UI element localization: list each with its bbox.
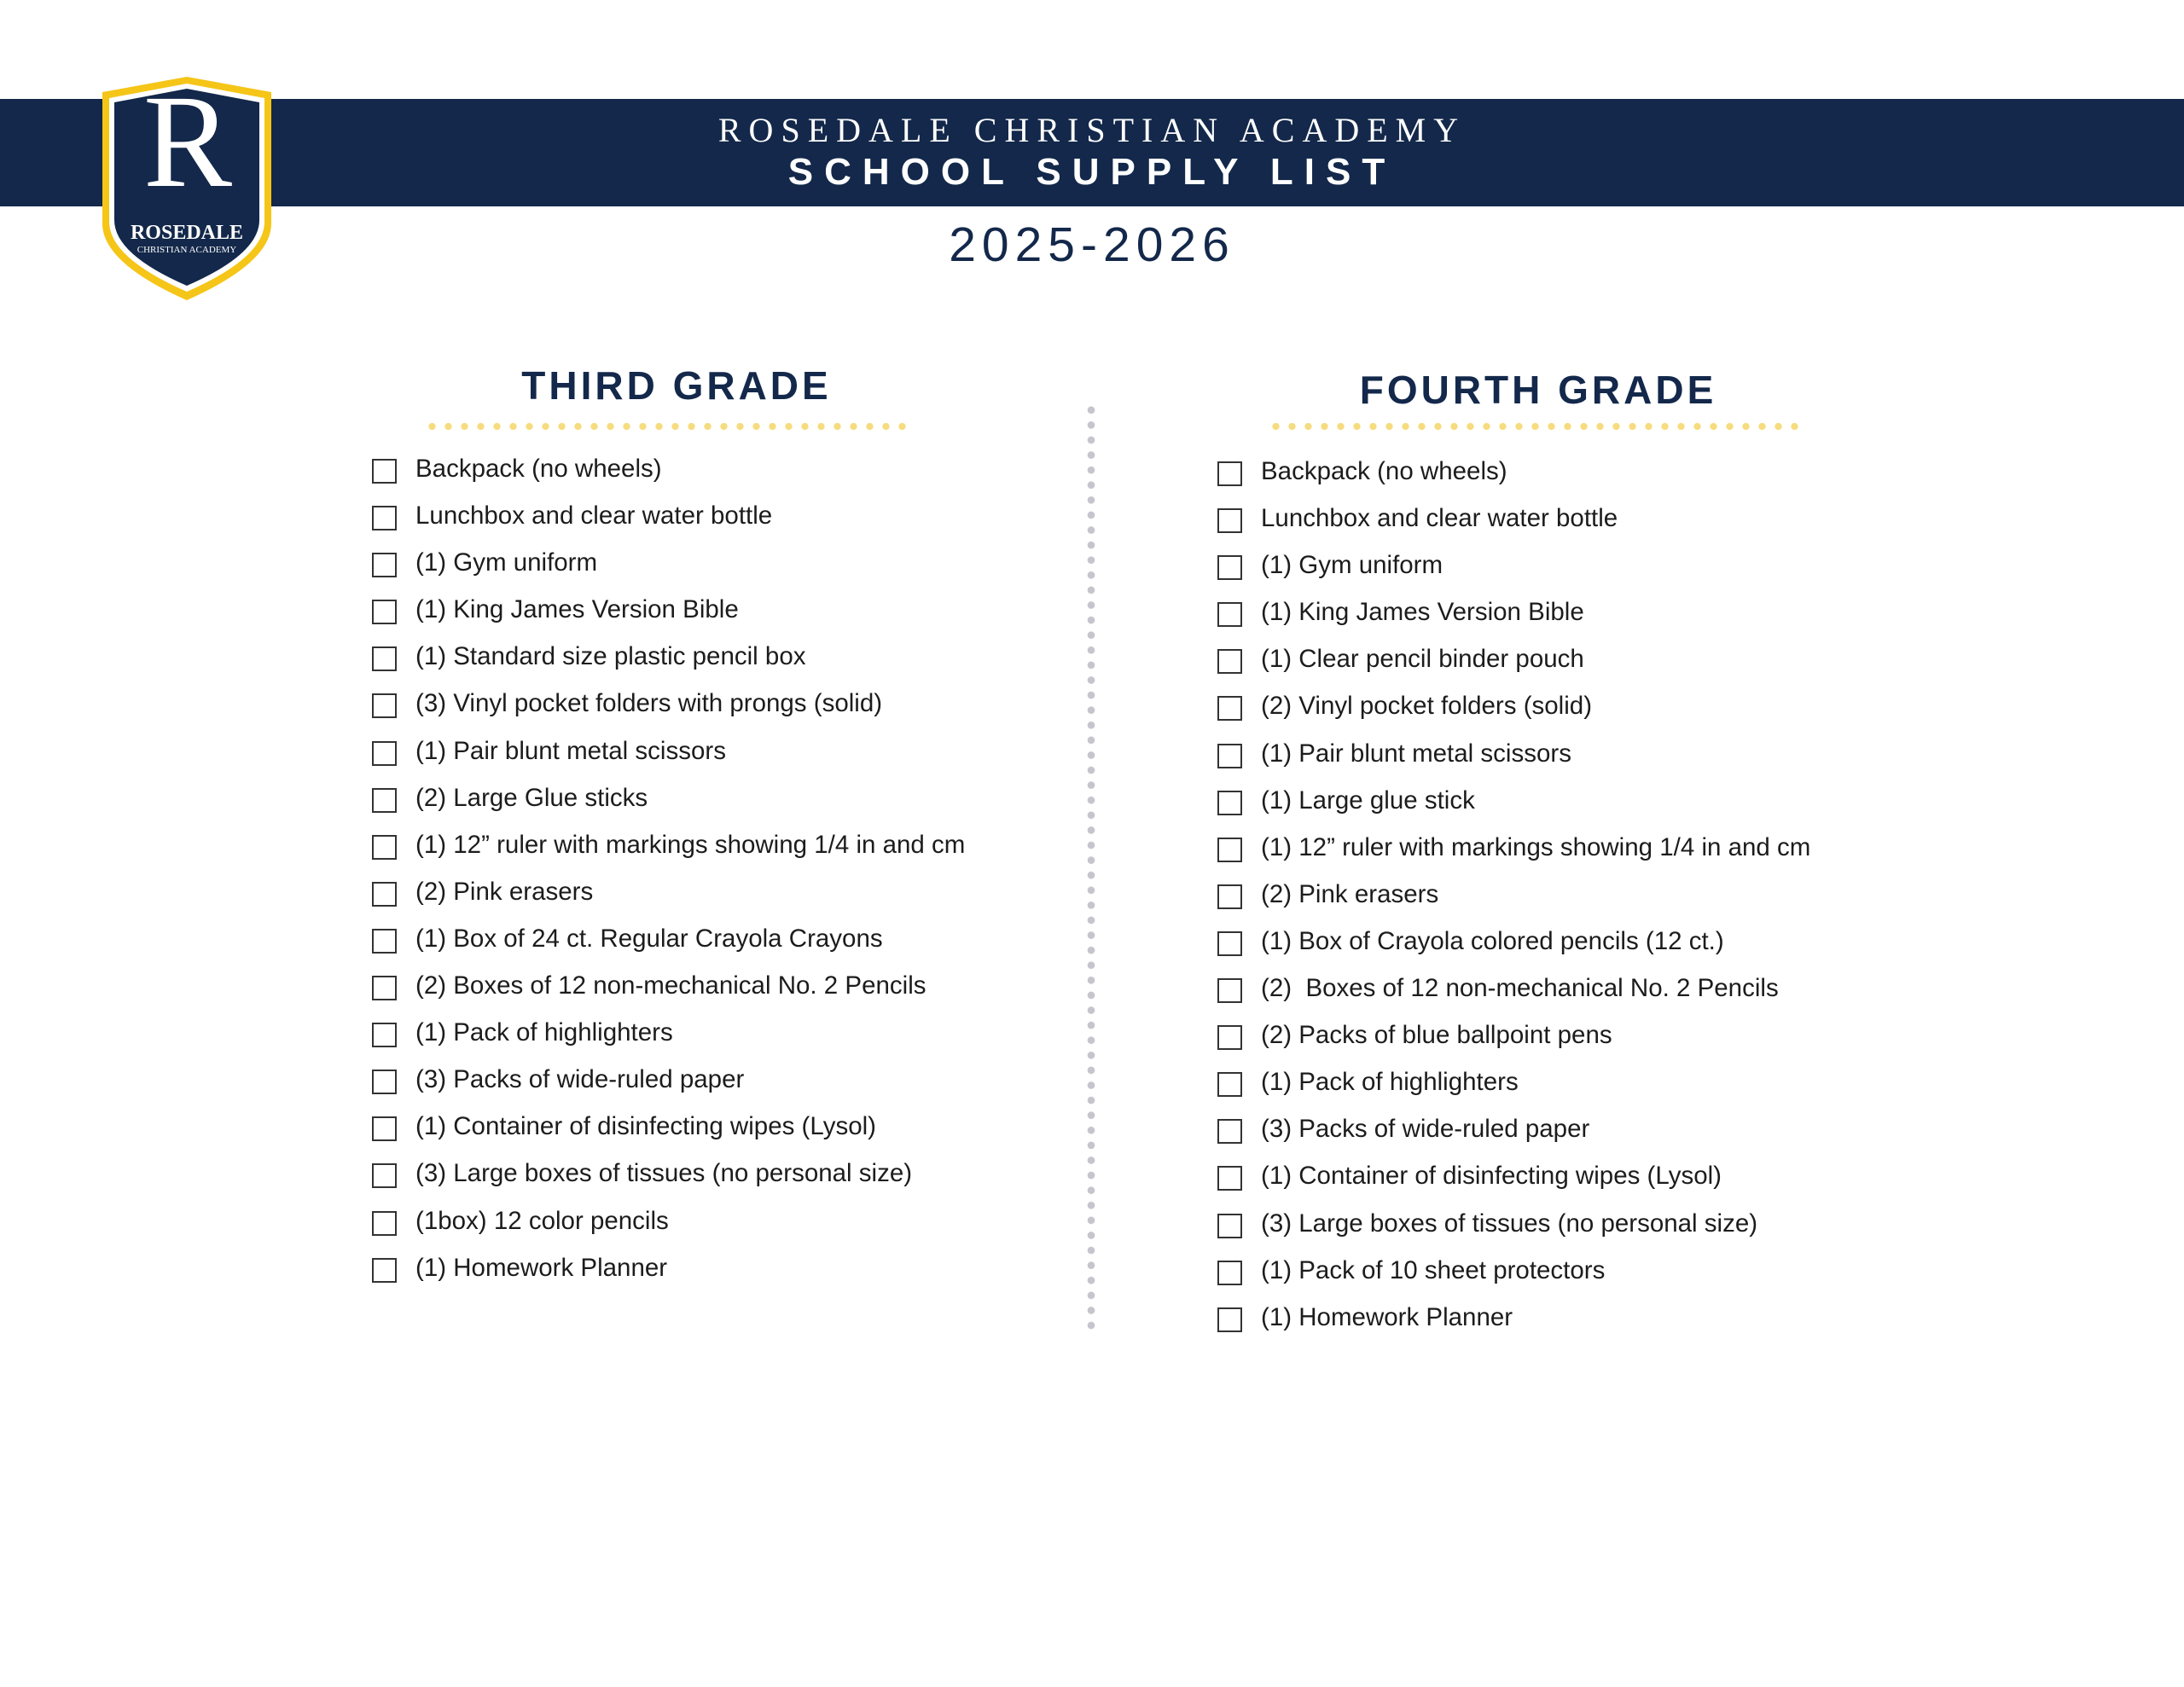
item-label: (1) Pack of highlighters: [1261, 1068, 1519, 1097]
item-label: (2) Pink erasers: [1261, 879, 1439, 908]
item-label: (3) Packs of wide-ruled paper: [415, 1065, 745, 1094]
checkbox[interactable]: [372, 459, 397, 484]
item-label: (3) Packs of wide-ruled paper: [1261, 1115, 1590, 1144]
item-label: (1) Homework Planner: [1261, 1302, 1513, 1331]
item-label: (1) Clear pencil binder pouch: [1261, 645, 1584, 674]
list-item: [1217, 594, 1900, 641]
checkbox[interactable]: [1217, 602, 1242, 627]
item-label: (1) Container of disinfecting wipes (Lysol): [415, 1112, 876, 1141]
list-item: [372, 1249, 1054, 1296]
item-label: (2) Boxes of 12 non-mechanical No. 2 Pencils: [1261, 974, 1779, 1003]
item-label: (1) Pair blunt metal scissors: [1261, 739, 1571, 768]
item-label: (1) Box of Crayola colored pencils (12 ct.): [1261, 926, 1724, 955]
list-item: [1217, 1157, 1900, 1204]
list-item: [1217, 970, 1900, 1017]
checkbox[interactable]: [372, 693, 397, 718]
document-title: SCHOOL SUPPLY LIST: [787, 151, 1397, 193]
list-item: [372, 1108, 1054, 1155]
list-item: [1217, 782, 1900, 829]
list-item: [372, 591, 1054, 638]
list-item: [372, 920, 1054, 967]
list-item: [372, 1155, 1054, 1202]
item-label: (1) Gym uniform: [415, 548, 598, 577]
checkbox[interactable]: [372, 1163, 397, 1188]
checkbox[interactable]: [1217, 1025, 1242, 1050]
item-label: (1) 12” ruler with markings showing 1/4 in and cm: [415, 830, 966, 859]
list-item: [372, 685, 1054, 732]
list-item: [372, 1203, 1054, 1249]
checkbox[interactable]: [372, 506, 397, 530]
item-label: (3) Vinyl pocket folders with prongs (solid): [415, 689, 883, 718]
checkbox[interactable]: [372, 600, 397, 624]
checkbox[interactable]: [372, 553, 397, 577]
checkbox[interactable]: [372, 741, 397, 766]
logo-name: ROSEDALE: [130, 222, 244, 244]
checkbox[interactable]: [1217, 508, 1242, 533]
list-item: [1217, 876, 1900, 923]
fourth-grade-dotted-underline: [1268, 422, 1803, 431]
checkbox[interactable]: [372, 1211, 397, 1236]
fourth-grade-list: [1217, 453, 1900, 1346]
item-label: Lunchbox and clear water bottle: [415, 501, 773, 530]
item-label: (1) Standard size plastic pencil box: [415, 642, 806, 671]
checkbox[interactable]: [372, 788, 397, 813]
item-label: (1) Large glue stick: [1261, 786, 1475, 815]
list-item: [1217, 1017, 1900, 1064]
list-item: [372, 450, 1054, 497]
logo-letter: R: [142, 73, 233, 215]
list-item: [372, 873, 1054, 920]
item-label: (1) Container of disinfecting wipes (Lysol): [1261, 1162, 1722, 1191]
third-grade-list: [372, 450, 1054, 1296]
checkbox[interactable]: [1217, 696, 1242, 721]
item-label: (1) Pair blunt metal scissors: [415, 736, 726, 765]
list-item: [1217, 1110, 1900, 1157]
checkbox[interactable]: [1217, 1214, 1242, 1238]
checkbox[interactable]: [1217, 791, 1242, 815]
item-label: (1) Box of 24 ct. Regular Crayola Crayons: [415, 924, 883, 953]
list-item: [1217, 641, 1900, 687]
checkbox[interactable]: [372, 1023, 397, 1047]
checkbox[interactable]: [1217, 884, 1242, 909]
fourth-grade-title: FOURTH GRADE: [1359, 368, 1717, 412]
item-label: (1) 12” ruler with markings showing 1/4 in and cm: [1261, 832, 1811, 861]
checkbox[interactable]: [372, 1070, 397, 1094]
checkbox[interactable]: [1217, 744, 1242, 768]
list-item: [372, 780, 1054, 826]
item-label: (1) Pack of highlighters: [415, 1018, 673, 1047]
checkbox[interactable]: [372, 929, 397, 954]
item-label: (2) Vinyl pocket folders (solid): [1261, 692, 1593, 721]
checkbox[interactable]: [1217, 461, 1242, 486]
item-label: (3) Large boxes of tissues (no personal size): [415, 1159, 913, 1188]
checkbox[interactable]: [372, 646, 397, 671]
list-item: [1217, 1299, 1900, 1346]
item-label: (1) Pack of 10 sheet protectors: [1261, 1255, 1606, 1284]
checkbox[interactable]: [1217, 1072, 1242, 1097]
checkbox[interactable]: [372, 835, 397, 860]
checkbox[interactable]: [372, 976, 397, 1000]
list-item: [1217, 547, 1900, 594]
checkbox[interactable]: [1217, 1119, 1242, 1144]
item-label: (2) Boxes of 12 non-mechanical No. 2 Pencils: [415, 971, 926, 1000]
item-label: Lunchbox and clear water bottle: [1261, 504, 1618, 533]
list-item: [1217, 1252, 1900, 1299]
item-label: (1) King James Version Bible: [415, 595, 739, 624]
item-label: (1) King James Version Bible: [1261, 598, 1584, 627]
checkbox[interactable]: [1217, 978, 1242, 1003]
list-item: [372, 638, 1054, 685]
list-item: [372, 826, 1054, 873]
item-label: (1) Homework Planner: [415, 1253, 668, 1282]
item-label: Backpack (no wheels): [415, 455, 662, 483]
school-year: 2025-2026: [949, 217, 1235, 272]
list-item: [1217, 687, 1900, 734]
checkbox[interactable]: [1217, 1166, 1242, 1191]
checkbox[interactable]: [372, 1116, 397, 1141]
third-grade-dotted-underline: [424, 422, 910, 431]
checkbox[interactable]: [1217, 931, 1242, 956]
checkbox[interactable]: [1217, 649, 1242, 674]
list-item: [372, 1061, 1054, 1108]
list-item: [372, 733, 1054, 780]
list-item: [1217, 735, 1900, 782]
item-label: (1) Gym uniform: [1261, 551, 1443, 580]
checkbox[interactable]: [1217, 555, 1242, 580]
list-item: [1217, 500, 1900, 547]
list-item: [372, 497, 1054, 544]
logo-subtitle: CHRISTIAN ACADEMY: [136, 245, 237, 255]
list-item: [1217, 1064, 1900, 1110]
list-item: [1217, 1205, 1900, 1252]
third-grade-title: THIRD GRADE: [521, 363, 832, 408]
checkbox[interactable]: [1217, 1261, 1242, 1285]
item-label: (3) Large boxes of tissues (no personal size): [1261, 1209, 1758, 1238]
column-divider: [1087, 403, 1095, 1332]
checkbox[interactable]: [1217, 838, 1242, 862]
checkbox[interactable]: [372, 1258, 397, 1283]
item-label: (1box) 12 color pencils: [415, 1206, 669, 1235]
checkbox[interactable]: [1217, 1307, 1242, 1332]
item-label: Backpack (no wheels): [1261, 457, 1507, 485]
item-label: (2) Pink erasers: [415, 877, 594, 906]
list-item: [372, 967, 1054, 1014]
list-item: [372, 1014, 1054, 1061]
school-name: ROSEDALE CHRISTIAN ACADEMY: [717, 111, 1467, 149]
item-label: (2) Packs of blue ballpoint pens: [1261, 1021, 1612, 1050]
list-item: [1217, 923, 1900, 970]
list-item: [372, 544, 1054, 591]
list-item: [1217, 453, 1900, 500]
item-label: (2) Large Glue sticks: [415, 783, 648, 812]
list-item: [1217, 829, 1900, 876]
checkbox[interactable]: [372, 882, 397, 907]
